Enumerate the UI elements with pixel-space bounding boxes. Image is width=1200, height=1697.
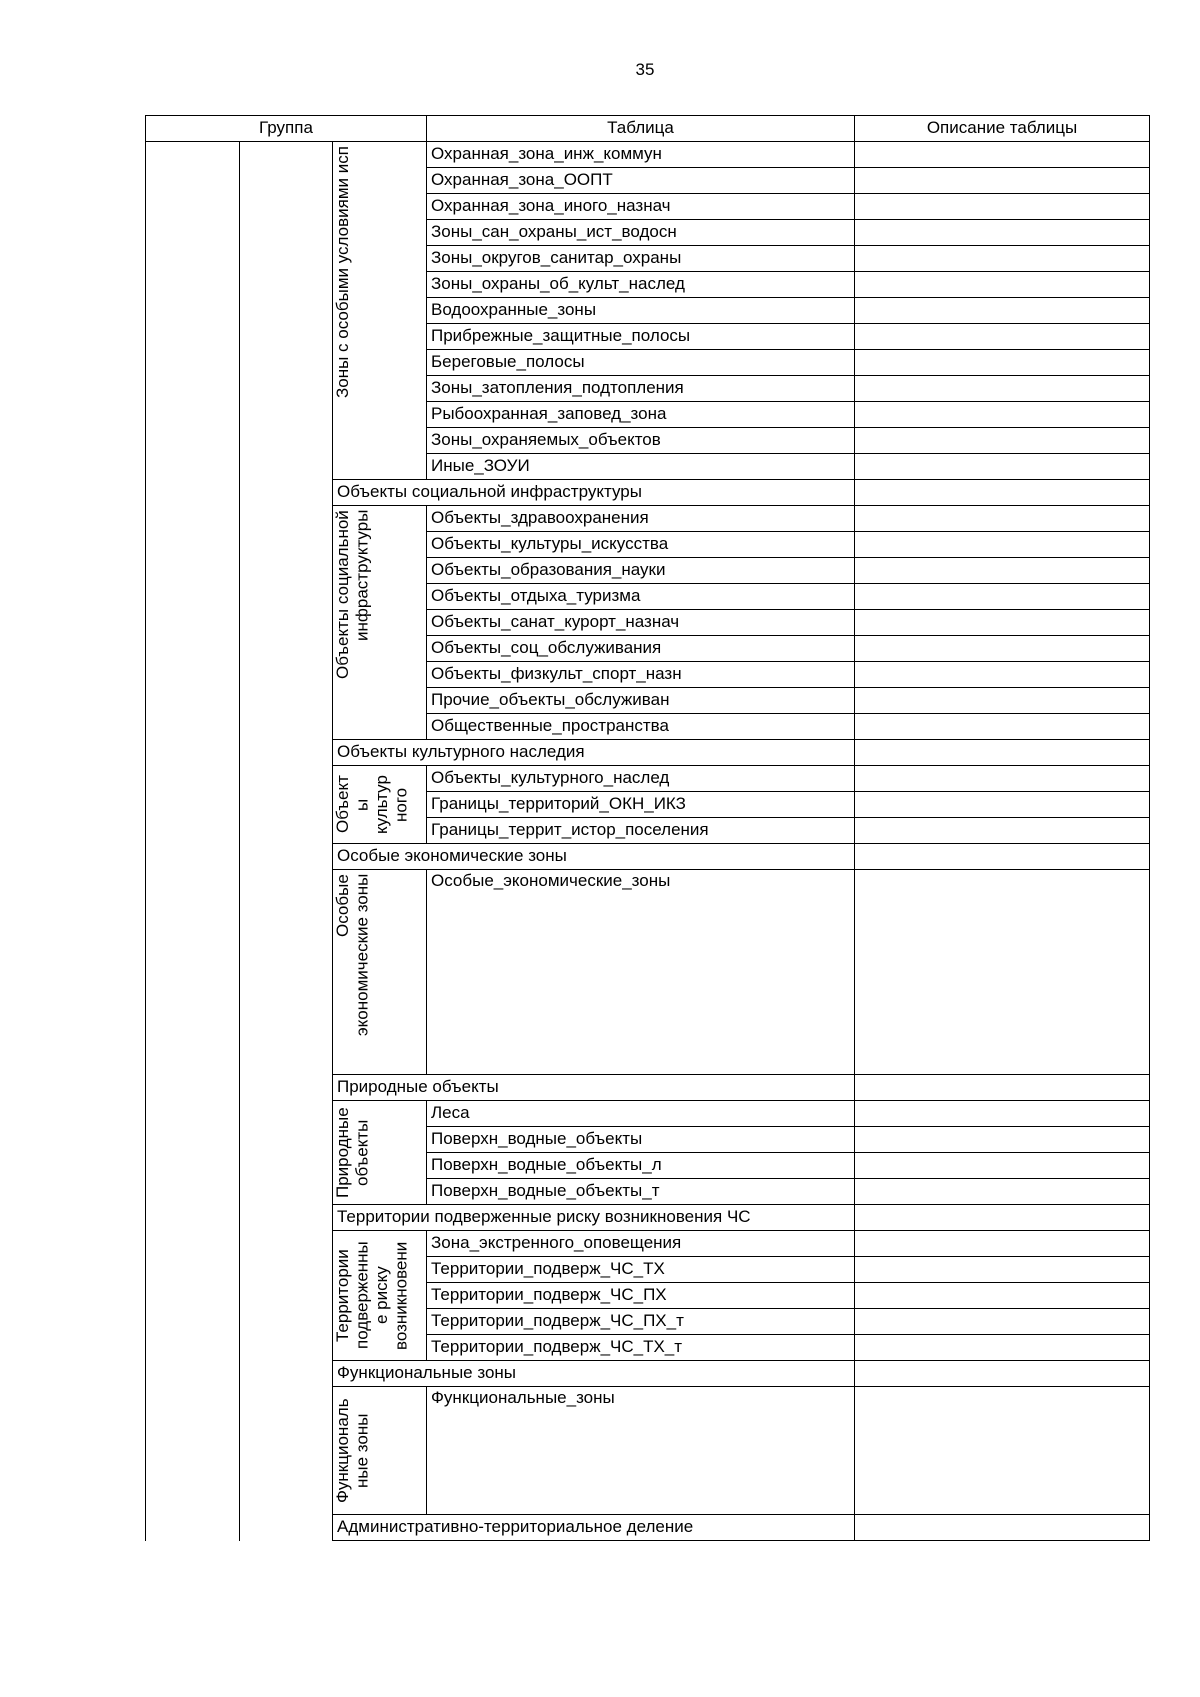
description-cell (855, 610, 1150, 636)
description-cell (855, 1231, 1150, 1257)
table-name-cell: Зоны_сан_охраны_ист_водосн (427, 220, 855, 246)
description-cell (855, 168, 1150, 194)
description-cell (855, 272, 1150, 298)
table-name-cell: Зоны_округов_санитар_охраны (427, 246, 855, 272)
description-cell (855, 142, 1150, 168)
description-cell (855, 740, 1150, 766)
table-name-cell: Особые_экономические_зоны (427, 870, 855, 1075)
table-name-cell: Охранная_зона_ООПТ (427, 168, 855, 194)
table-name-cell: Прибрежные_защитные_полосы (427, 324, 855, 350)
description-cell (855, 1309, 1150, 1335)
table-name-cell: Охранная_зона_инж_коммун (427, 142, 855, 168)
description-cell (855, 1387, 1150, 1515)
description-cell (855, 246, 1150, 272)
description-cell (855, 688, 1150, 714)
table-name-cell: Территории_подверж_ЧС_ПХ (427, 1283, 855, 1309)
table-name-cell: Границы_территорий_ОКН_ИКЗ (427, 792, 855, 818)
table-name-cell: Объекты_здравоохранения (427, 506, 855, 532)
section-heading: Административно-территориальное деление (333, 1515, 855, 1541)
section-heading: Объекты социальной инфраструктуры (333, 480, 855, 506)
description-cell (855, 1075, 1150, 1101)
table-name-cell: Прочие_объекты_обслуживан (427, 688, 855, 714)
description-cell (855, 1205, 1150, 1231)
description-cell (855, 454, 1150, 480)
table-name-cell: Леса (427, 1101, 855, 1127)
table-name-cell: Объекты_соц_обслуживания (427, 636, 855, 662)
table-header-row (146, 116, 1150, 142)
section-vertical-label: Особые экономические зоны (333, 870, 427, 1075)
description-cell (855, 402, 1150, 428)
table-name-cell: Объекты_отдыха_туризма (427, 584, 855, 610)
description-cell (855, 220, 1150, 246)
header-table: Таблица (427, 116, 855, 142)
page-number: 35 (635, 60, 655, 79)
table-name-cell: Зоны_охраны_об_культ_наслед (427, 272, 855, 298)
description-cell (855, 1127, 1150, 1153)
section-heading: Особые экономические зоны (333, 844, 855, 870)
description-cell (855, 1515, 1150, 1541)
description-cell (855, 1361, 1150, 1387)
table-name-cell: Береговые_полосы (427, 350, 855, 376)
table-name-cell: Объекты_культурного_наслед (427, 766, 855, 792)
description-cell (855, 1153, 1150, 1179)
description-cell (855, 1283, 1150, 1309)
description-cell (855, 480, 1150, 506)
header-description: Описание таблицы (855, 116, 1150, 142)
table-name-cell: Общественные_пространства (427, 714, 855, 740)
section-vertical-label: Природные объекты (333, 1101, 427, 1205)
table-name-cell: Поверхн_водные_объекты_л (427, 1153, 855, 1179)
header-group: Группа (146, 116, 427, 142)
group-level-1-cell (146, 142, 240, 1541)
group-level-2-cell (240, 142, 333, 1541)
section-vertical-label: Территории подверженны е риску возникновени (333, 1231, 427, 1361)
section-heading: Природные объекты (333, 1075, 855, 1101)
description-cell (855, 584, 1150, 610)
table-name-cell: Объекты_образования_науки (427, 558, 855, 584)
table-name-cell: Территории_подверж_ЧС_ТХ (427, 1257, 855, 1283)
description-cell (855, 714, 1150, 740)
section-vertical-label: Функциональ ные зоны (333, 1387, 427, 1515)
section-heading: Функциональные зоны (333, 1361, 855, 1387)
table-name-cell: Объекты_физкульт_спорт_назн (427, 662, 855, 688)
table-name-cell: Границы_террит_истор_поселения (427, 818, 855, 844)
group-table (145, 115, 1150, 1541)
table-name-cell: Зоны_затопления_подтопления (427, 376, 855, 402)
description-cell (855, 818, 1150, 844)
table-name-cell: Зона_экстренного_оповещения (427, 1231, 855, 1257)
section-vertical-label: Зоны с особыми условиями исп (333, 142, 427, 480)
table-name-cell: Объекты_санат_курорт_назнач (427, 610, 855, 636)
table-name-cell: Функциональные_зоны (427, 1387, 855, 1515)
table-name-cell: Охранная_зона_иного_назнач (427, 194, 855, 220)
description-cell (855, 324, 1150, 350)
table-name-cell: Поверхн_водные_объекты (427, 1127, 855, 1153)
description-cell (855, 298, 1150, 324)
section-heading: Территории подверженные риску возникновения ЧС (333, 1205, 855, 1231)
section-vertical-label: Объект ы культур ного (333, 766, 427, 844)
table-name-cell: Иные_ЗОУИ (427, 454, 855, 480)
description-cell (855, 532, 1150, 558)
table-name-cell: Поверхн_водные_объекты_т (427, 1179, 855, 1205)
table-row (146, 142, 1150, 168)
table-name-cell: Зоны_охраняемых_объектов (427, 428, 855, 454)
description-cell (855, 558, 1150, 584)
description-cell (855, 1257, 1150, 1283)
table-name-cell: Территории_подверж_ЧС_ПХ_т (427, 1309, 855, 1335)
table-name-cell: Территории_подверж_ЧС_ТХ_т (427, 1335, 855, 1361)
description-cell (855, 870, 1150, 1075)
description-cell (855, 1101, 1150, 1127)
description-cell (855, 844, 1150, 870)
description-cell (855, 350, 1150, 376)
description-cell (855, 636, 1150, 662)
table-name-cell: Водоохранные_зоны (427, 298, 855, 324)
description-cell (855, 662, 1150, 688)
description-cell (855, 766, 1150, 792)
table-name-cell: Объекты_культуры_искусства (427, 532, 855, 558)
description-cell (855, 194, 1150, 220)
section-heading: Объекты культурного наследия (333, 740, 855, 766)
description-cell (855, 428, 1150, 454)
description-cell (855, 792, 1150, 818)
section-vertical-label: Объекты социальной инфраструктуры (333, 506, 427, 740)
description-cell (855, 1179, 1150, 1205)
description-cell (855, 1335, 1150, 1361)
description-cell (855, 376, 1150, 402)
table-name-cell: Рыбоохранная_заповед_зона (427, 402, 855, 428)
description-cell (855, 506, 1150, 532)
